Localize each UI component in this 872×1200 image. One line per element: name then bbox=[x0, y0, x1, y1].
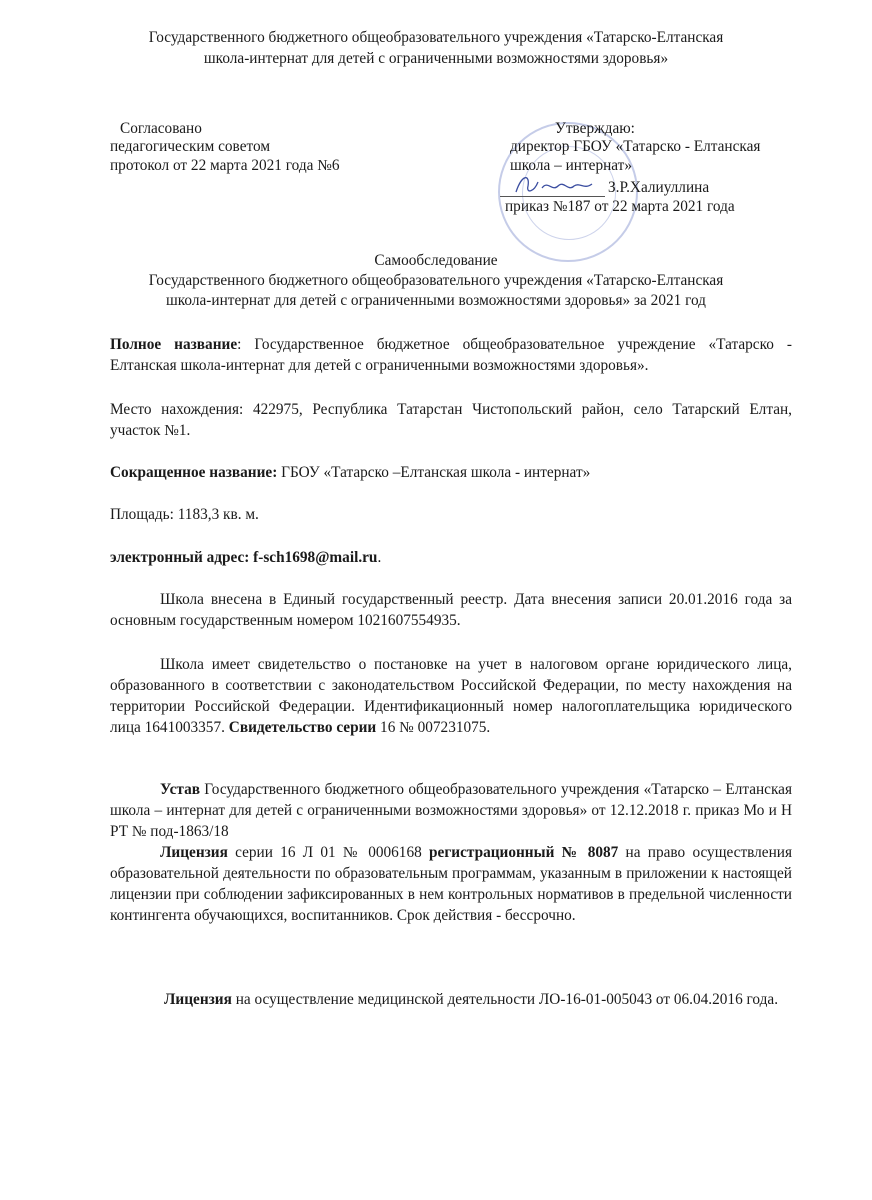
agreed-line-1: педагогическим советом bbox=[110, 138, 271, 155]
short-name-label: Сокращенное название: bbox=[110, 464, 278, 481]
license-text: на право осуществления образовательной деятельности по образовательным программам, указанным в приложении к настоящей лицензии при соблюдении зафиксированных в нем контрольных нормативов в предельной численности контингента обучающихся, воспитанников. Срок действия - бессрочно. bbox=[110, 844, 792, 924]
agreed-line-2: протокол от 22 марта 2021 года №6 bbox=[110, 157, 340, 174]
medical-license-text: на осуществление медицинской деятельности ЛО-16-01-005043 от 06.04.2016 года. bbox=[231, 991, 779, 1008]
header-line-1: Государственного бюджетного общеобразовательного учреждения «Татарско-Елтанская bbox=[148, 29, 724, 46]
cert-value: 16 № 007231075. bbox=[376, 719, 491, 736]
license-paragraph bbox=[110, 842, 792, 926]
charter-label: Устав bbox=[160, 781, 200, 798]
title-line-2: Государственного бюджетного общеобразовательного учреждения «Татарско-Елтанская bbox=[148, 272, 724, 289]
approve-line-1: директор ГБОУ «Татарско - Елтанская bbox=[510, 138, 761, 155]
title-line-1: Самообследование bbox=[374, 252, 498, 269]
full-name-paragraph bbox=[110, 334, 792, 376]
short-name-paragraph bbox=[110, 462, 792, 483]
full-name-text: : Государственное бюджетное общеобразовательное учреждение «Татарско - Елтанская школа-интернат для детей с ограниченными возможностями здоровья». bbox=[110, 336, 792, 374]
agreed-title: Согласовано bbox=[120, 120, 202, 137]
approve-title: Утверждаю: bbox=[555, 120, 635, 137]
title-line-3: школа-интернат для детей с ограниченными возможностями здоровья» за 2021 год bbox=[166, 292, 706, 309]
short-name-text: ГБОУ «Татарско –Елтанская школа - интернат» bbox=[277, 464, 591, 481]
license-series: серии 16 Л 01 № 0006168 bbox=[227, 844, 430, 861]
medical-license-label: Лицензия bbox=[164, 991, 232, 1008]
email-label[interactable]: электронный адрес: f-sch1698@mail.ru bbox=[110, 549, 378, 566]
location-paragraph: Место нахождения: 422975, Республика Татарстан Чистопольский район, село Татарский Елтан, участок №1. bbox=[110, 401, 792, 439]
email-paragraph bbox=[110, 547, 792, 568]
registry-paragraph: Школа внесена в Единый государственный реестр. Дата внесения записи 20.01.2016 года за основным государственным номером 1021607554935. bbox=[110, 591, 792, 629]
full-name-label: Полное название bbox=[110, 336, 238, 353]
charter-text: Государственного бюджетного общеобразовательного учреждения «Татарско – Елтанская школа – интернат для детей с ограниченными возможностями здоровья» от 12.12.2018 г. приказ Мо и Н РТ № под-1863/18 bbox=[110, 781, 792, 840]
document-header bbox=[60, 27, 812, 69]
charter-paragraph bbox=[110, 779, 792, 842]
approval-right bbox=[505, 118, 761, 217]
header-line-2: школа-интернат для детей с ограниченными возможностями здоровья» bbox=[203, 50, 669, 67]
license-label: Лицензия bbox=[160, 844, 228, 861]
medical-license-paragraph bbox=[110, 989, 792, 1010]
approve-line-2: школа – интернат» bbox=[510, 157, 633, 174]
document-title bbox=[60, 251, 812, 311]
license-reg-label: регистрационный № 8087 bbox=[429, 844, 619, 861]
approve-order: приказ №187 от 22 марта 2021 года bbox=[505, 198, 735, 215]
approve-signer: З.Р.Халиуллина bbox=[608, 179, 710, 196]
email-suffix: . bbox=[377, 549, 382, 566]
cert-label: Свидетельство серии bbox=[228, 719, 377, 736]
approval-left bbox=[110, 118, 340, 176]
tax-text: Школа имеет свидетельство о постановке на учет в налоговом органе юридического лица, образованного в соответствии с законодательством Российской Федерации, по месту нахождения на территории Российской Федерации. Идентификационный номер налогоплательщика юридического лица 1641003357. bbox=[110, 656, 792, 736]
area-paragraph: Площадь: 1183,3 кв. м. bbox=[110, 506, 259, 523]
tax-paragraph bbox=[110, 654, 792, 738]
